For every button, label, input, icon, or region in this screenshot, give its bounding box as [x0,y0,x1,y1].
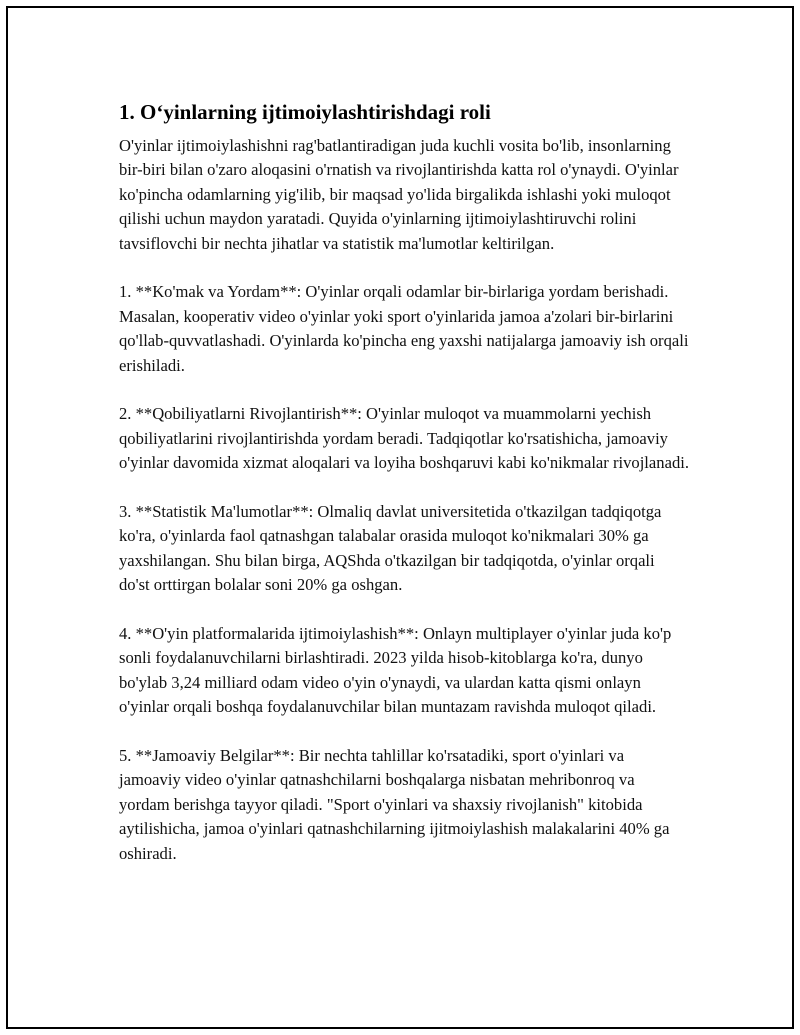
document-body [119,98,689,866]
paragraph-skills: 2. **Qobiliyatlarni Rivojlantirish**: O'yinlar muloqot va muammolarni yechish qobiliyatlarini rivojlantirishda yordam beradi. Tadqiqotlar ko'rsatishicha, jamoaviy o'yinlar davomida xizmat aloqalari va loyiha boshqaruvi kabi ko'nikmalar rivojlanadi. [119,404,690,473]
paragraph-statistics: 3. **Statistik Ma'lumotlar**: Olmaliq davlat universitetida o'tkazilgan tadqiqotga ko'ra, o'yinlarda faol qatnashgan talabalar orasida muloqot ko'nikmalari 30% ga yaxshilangan. Shu bilan birga, AQShda o'tkazilgan bir tadqiqotda, o'yinlar orqali do'st orttirgan bolalar soni 20% ga oshgan. [119,502,662,595]
page-frame [6,6,794,1029]
paragraph-support: 1. **Ko'mak va Yordam**: O'yinlar orqali odamlar bir-birlariga yordam berishadi. Masalan, kooperativ video o'yinlar yoki sport o'yinlarida jamoa a'zolari bir-birlarini qo'llab-quvvatlashadi. O'yinlarda ko'pincha eng yaxshi natijalarga jamoaviy ish orqali erishiladi. [119,282,689,375]
paragraph-team-traits: 5. **Jamoaviy Belgilar**: Bir nechta tahlillar ko'rsatadiki, sport o'yinlari va jamoaviy video o'yinlar qatnashchilarni boshqalarga nisbatan mehribonroq va yordam berishga tayyor qiladi. "Sport o'yinlari va shaxsiy rivojlanish" kitobida aytilishicha, jamoa o'yinlari qatnashchilarning ijitmoiylashish malakalarini 40% ga oshiradi. [119,746,670,863]
paragraph-platforms: 4. **O'yin platformalarida ijtimoiylashish**: Onlayn multiplayer o'yinlar juda ko'p sonli foydalanuvchilarni birlashtiradi. 2023 yilda hisob-kitoblarga ko'ra, dunyo bo'ylab 3,24 milliard odam video o'yin o'ynaydi, va ulardan katta qismi onlayn o'yinlar orqali boshqa foydalanuvchilar bilan muntazam ravishda muloqot qiladi. [119,624,672,717]
section-heading: 1. O‘yinlarning ijtimoiylashtirishdagi roli [119,100,491,124]
intro-paragraph: O'yinlar ijtimoiylashishni rag'batlantiradigan juda kuchli vosita bo'lib, insonlarning bir-biri bilan o'zaro aloqasini o'rnatish va rivojlantirishda katta rol o'ynaydi. O'yinlar ko'pincha odamlarning yig'ilib, bir maqsad yo'lida birgalikda ishlashi yoki muloqot qilishi uchun maydon yaratadi. Quyida o'yinlarning ijtimoiylashtiruvchi rolini tavsiflovchi bir nechta jihatlar va statistik ma'lumotlar keltirilgan. [119,136,679,253]
